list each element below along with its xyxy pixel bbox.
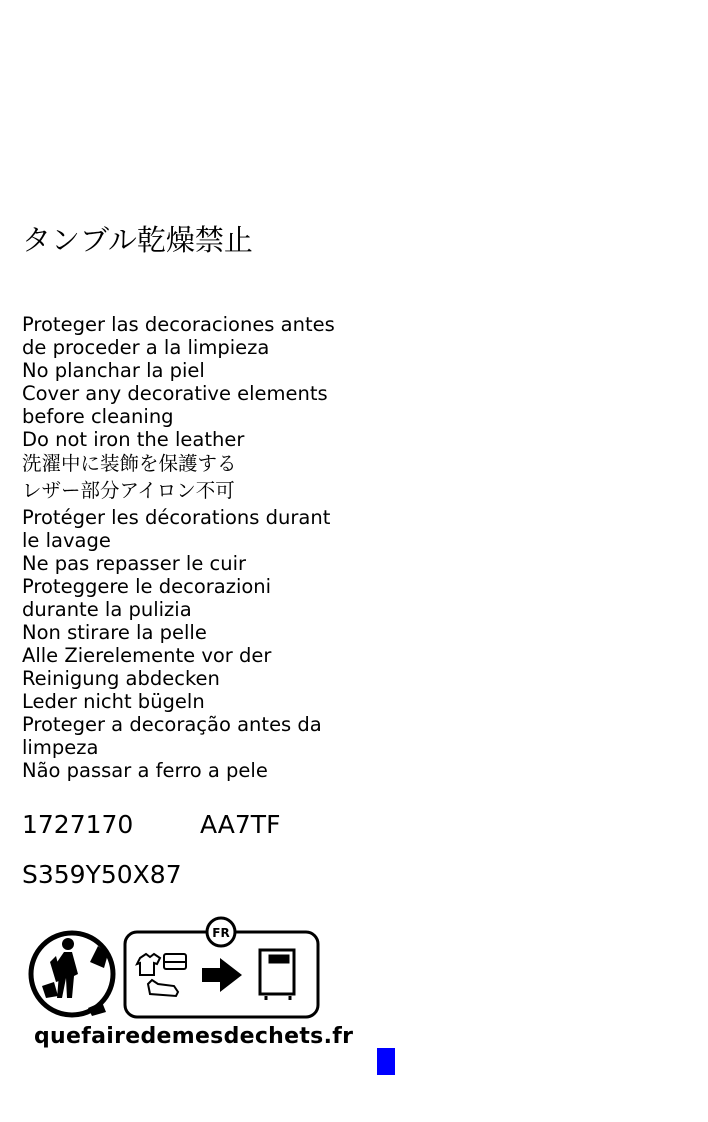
care-line: Proteger las decoraciones antes <box>22 313 335 336</box>
recycling-website: quefairedemesdechets.fr <box>34 1024 354 1049</box>
care-line: Alle Zierelemente vor der <box>22 644 272 667</box>
care-line: durante la pulizia <box>22 598 192 621</box>
care-line: limpeza <box>22 736 99 759</box>
care-line: Proteger a decoração antes da <box>22 713 322 736</box>
triman-icon <box>31 933 113 1016</box>
care-line: Non stirare la pelle <box>22 621 207 644</box>
style-code: S359Y50X87 <box>22 860 182 889</box>
care-line: Do not iron the leather <box>22 428 245 451</box>
blue-marker <box>377 1048 395 1075</box>
care-line: Proteggere le decorazioni <box>22 575 272 598</box>
care-line: Protéger les décorations durant <box>22 506 331 529</box>
care-line: No planchar la piel <box>22 359 205 382</box>
container-icon <box>260 950 294 1000</box>
care-line: Ne pas repasser le cuir <box>22 552 247 575</box>
fr-badge <box>207 918 235 946</box>
care-line: Cover any decorative elements <box>22 382 328 405</box>
article-number: 1727170 <box>22 810 134 839</box>
care-line: Leder nicht bügeln <box>22 690 205 713</box>
variant-code: AA7TF <box>200 810 281 839</box>
care-line: Reinigung abdecken <box>22 667 220 690</box>
care-line: le lavage <box>22 529 111 552</box>
care-instructions <box>22 313 335 782</box>
fr-badge-label: FR <box>212 926 230 940</box>
care-line-japanese: 洗濯中に装飾を保護する <box>22 452 237 475</box>
title-japanese: タンブル乾燥禁止 <box>22 223 253 257</box>
arrow-icon <box>202 958 242 992</box>
care-line-japanese: レザー部分アイロン不可 <box>22 479 235 502</box>
care-line: before cleaning <box>22 405 174 428</box>
care-line: Não passar a ferro a pele <box>22 759 268 782</box>
textile-icon <box>137 954 186 996</box>
care-line: de proceder a la limpieza <box>22 336 270 359</box>
